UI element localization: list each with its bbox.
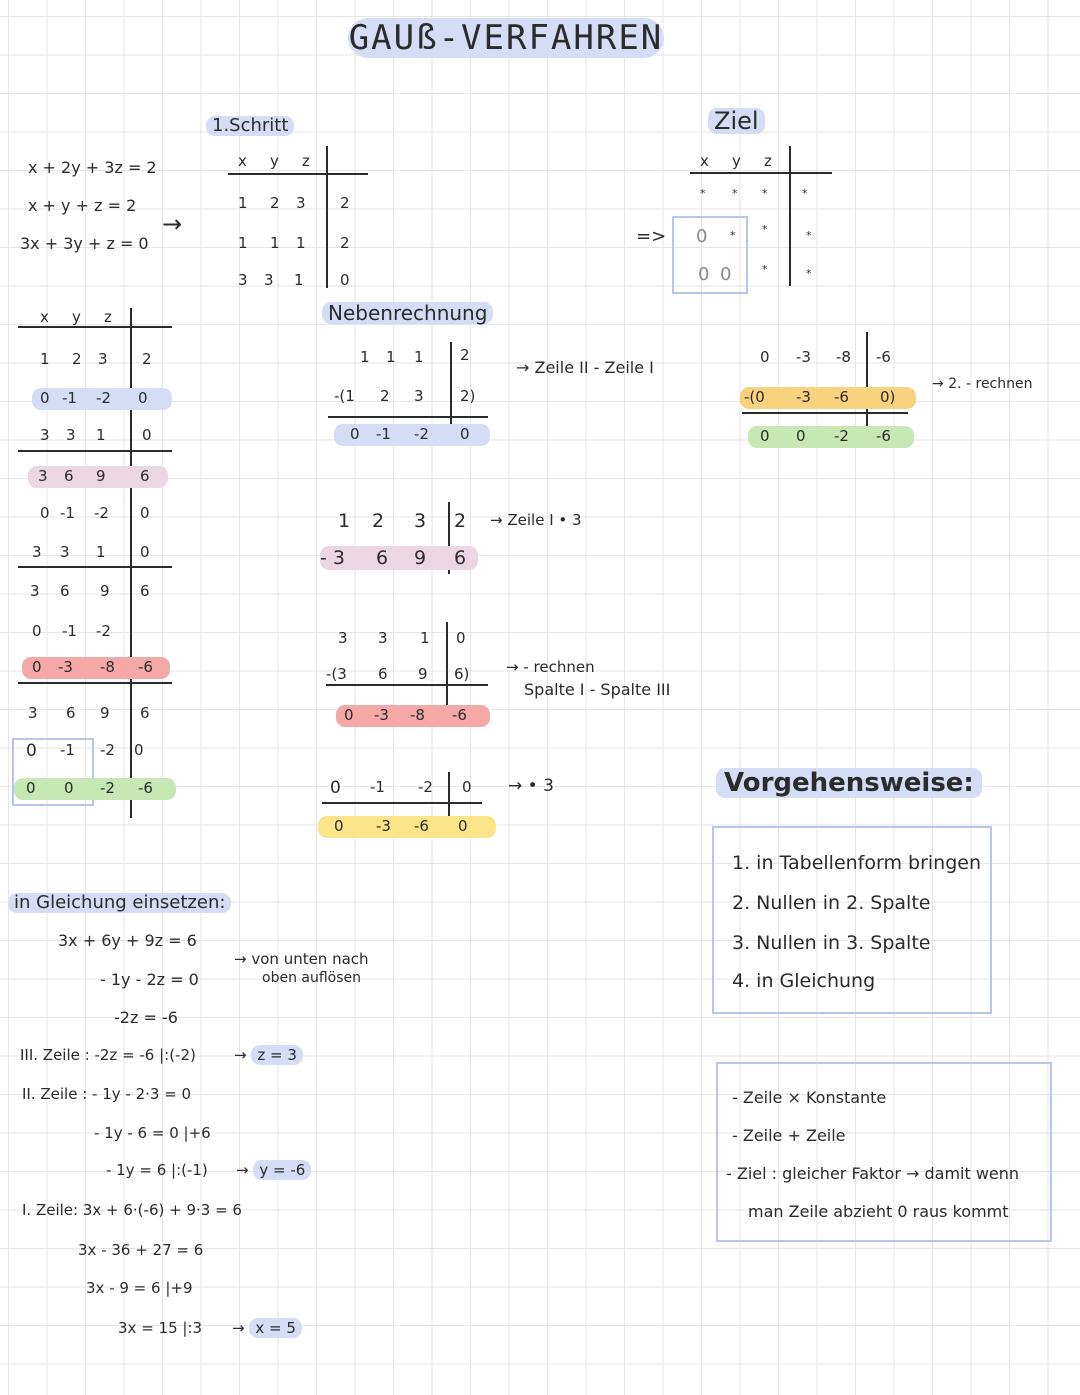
result-z-value: z = 3 — [251, 1045, 303, 1065]
cell: 0 — [334, 817, 344, 835]
cell: 2) — [460, 387, 476, 405]
cell: 1 — [386, 348, 396, 366]
cell: 0 — [760, 427, 770, 445]
cell: 2 — [72, 350, 82, 368]
cell: -8 — [836, 348, 851, 366]
cell: 1 — [360, 348, 370, 366]
line-iii: III. Zeile : -2z = -6 |:(-2) — [20, 1046, 196, 1064]
cell: * — [762, 263, 768, 276]
line-ii: II. Zeile : - 1y - 2·3 = 0 — [22, 1085, 192, 1103]
cell: -2 — [96, 389, 111, 407]
cell: 0 — [760, 348, 770, 366]
cell: 9 — [418, 665, 428, 683]
implies-arrow: => — [636, 226, 667, 247]
cell: 1 — [420, 629, 430, 647]
sub-eq2: - 1y - 2z = 0 — [100, 970, 199, 989]
cell: -2 — [834, 427, 849, 445]
cell: 3 — [264, 271, 274, 289]
cell: 0 — [140, 543, 150, 561]
page-title: GAUß-VERFAHREN — [348, 18, 664, 58]
right-calc-note — [932, 377, 1033, 391]
col-header-x: x — [700, 152, 709, 170]
cell: 3 — [296, 194, 306, 212]
line-ii-b: - 1y - 6 = 0 |+6 — [94, 1124, 211, 1142]
cell: 0 — [796, 427, 806, 445]
cell: 6 — [454, 547, 467, 569]
cell: 1 — [270, 234, 280, 252]
ziel-heading: Ziel — [708, 108, 765, 134]
cell: 3 — [414, 387, 424, 405]
cell: 0 — [456, 629, 466, 647]
cell: -6 — [834, 388, 849, 406]
note-item: - Zeile × Konstante — [732, 1088, 887, 1107]
cell: -2 — [100, 741, 115, 759]
cell: 0 — [40, 504, 50, 522]
cell: -8 — [410, 706, 425, 724]
cell: 6 — [60, 582, 70, 600]
cell: 2 — [340, 194, 350, 212]
col-header-y: y — [732, 152, 741, 170]
cell: -3 — [796, 348, 811, 366]
cell: 1 — [96, 426, 106, 444]
cell: 6 — [376, 547, 389, 569]
note-item: - Ziel : gleicher Faktor → damit wenn — [726, 1164, 1020, 1183]
cell: 1 — [40, 350, 50, 368]
col-header-y: y — [72, 308, 81, 326]
cell: 0 — [40, 389, 50, 407]
note-text: Zeile I • 3 — [507, 511, 582, 529]
cell: -(0 — [744, 388, 765, 406]
cell: -(3 — [326, 665, 347, 683]
col-header-x: x — [40, 308, 49, 326]
note-text: 2. - rechnen — [948, 376, 1033, 392]
vorgehensweise-heading: Vorgehensweise: — [716, 768, 982, 798]
result-z — [234, 1048, 303, 1063]
line-ii-c: - 1y = 6 |:(-1) — [106, 1161, 208, 1179]
cell: 0 — [340, 271, 350, 289]
cell: 6 — [64, 467, 74, 485]
cell: 3 — [32, 543, 42, 561]
result-x-value: x = 5 — [249, 1318, 302, 1338]
col-header-z: z — [104, 308, 112, 326]
equation-3: 3x + 3y + z = 0 — [20, 234, 149, 253]
cell: * — [802, 187, 808, 200]
step-item: 4. in Gleichung — [732, 970, 876, 992]
cell: 3 — [38, 467, 48, 485]
cell: 0) — [880, 388, 896, 406]
cell: 6 — [140, 582, 150, 600]
sub-eq1: 3x + 6y + 9z = 6 — [58, 931, 197, 950]
cell: -6 — [452, 706, 467, 724]
row-highlight — [318, 816, 496, 838]
cell: * — [732, 187, 738, 200]
cell: 3 — [378, 629, 388, 647]
cell: 0 — [698, 264, 710, 285]
cell: * — [762, 223, 768, 236]
cell: 2 — [454, 510, 467, 532]
cell: -2 — [96, 622, 111, 640]
neben-note-4 — [508, 778, 554, 795]
cell: 2 — [142, 350, 152, 368]
step-item: 2. Nullen in 2. Spalte — [732, 892, 931, 914]
cell: * — [700, 187, 706, 200]
line-i-d: 3x = 15 |:3 — [118, 1319, 203, 1337]
cell: 9 — [100, 704, 110, 722]
cell: 0 — [138, 389, 148, 407]
cell: -1 — [60, 504, 75, 522]
cell: -3 — [376, 817, 391, 835]
note-item: man Zeile abzieht 0 raus kommt — [748, 1202, 1009, 1221]
cell: 0 — [26, 779, 36, 797]
cell: 6 — [378, 665, 388, 683]
cell: 0 — [32, 658, 42, 676]
cell: 2 — [340, 234, 350, 252]
cell: -3 — [796, 388, 811, 406]
arrow-right-icon: → — [236, 1161, 249, 1179]
einsetzen-heading: in Gleichung einsetzen: — [8, 893, 231, 913]
cell: -6 — [876, 427, 891, 445]
sub-note1 — [234, 952, 369, 967]
arrow-right-icon: → — [506, 658, 519, 676]
cell: 1 — [338, 510, 351, 532]
cell: 0 — [462, 778, 472, 796]
cell: -6 — [138, 779, 153, 797]
cell: 3 — [40, 426, 50, 444]
cell: 3 — [414, 510, 427, 532]
cell: -6 — [138, 658, 153, 676]
step-item: 3. Nullen in 3. Spalte — [732, 932, 931, 954]
note-text: Zeile II - Zeile I — [534, 358, 654, 377]
result-y-value: y = -6 — [253, 1160, 311, 1180]
note-item: - Zeile + Zeile — [732, 1126, 846, 1145]
cell: 3 — [238, 271, 248, 289]
col-header-z: z — [764, 152, 772, 170]
sub-note2: oben auflösen — [262, 970, 362, 986]
col-header-y: y — [270, 152, 279, 170]
cell: -1 — [370, 778, 385, 796]
equation-2: x + y + z = 2 — [28, 196, 137, 215]
cell: 0 — [140, 504, 150, 522]
equation-1: x + 2y + 3z = 2 — [28, 158, 157, 177]
cell: 6) — [454, 665, 470, 683]
arrow-right-icon: → — [234, 950, 247, 968]
cell: 0 — [142, 426, 152, 444]
cell: -3 — [374, 706, 389, 724]
cell: -2 — [414, 425, 429, 443]
cell: 0 — [696, 226, 708, 247]
result-x — [232, 1321, 302, 1336]
cell: -6 — [414, 817, 429, 835]
cell: -1 — [62, 389, 77, 407]
step1-heading: 1.Schritt — [206, 116, 294, 136]
arrow-right-icon: → — [932, 376, 944, 392]
cell: -2 — [418, 778, 433, 796]
cell: -(1 — [334, 387, 355, 405]
cell: * — [806, 267, 812, 280]
cell: 0 — [32, 622, 42, 640]
cell: 9 — [414, 547, 427, 569]
note-text: - rechnen — [523, 658, 595, 676]
arrow-right-icon: → — [234, 1046, 247, 1064]
cell: 9 — [100, 582, 110, 600]
cell: 2 — [270, 194, 280, 212]
cell: 1 — [238, 234, 248, 252]
cell: 0 — [330, 778, 341, 798]
cell: 2 — [460, 346, 470, 364]
cell: 3 — [338, 629, 348, 647]
arrow-right-icon: → — [490, 511, 503, 529]
cell: -1 — [60, 741, 75, 759]
cell: 0 — [720, 264, 732, 285]
col-header-z: z — [302, 152, 310, 170]
cell: 3 — [66, 426, 76, 444]
neben-note-3b: Spalte I - Spalte III — [524, 680, 671, 699]
cell: * — [806, 229, 812, 242]
sub-eq3: -2z = -6 — [114, 1008, 178, 1027]
cell: 1 — [294, 271, 304, 289]
step-item: 1. in Tabellenform bringen — [732, 852, 981, 874]
arrow-right-icon: → — [516, 358, 530, 377]
note-text: von unten nach — [251, 950, 369, 968]
cell: 1 — [238, 194, 248, 212]
line-i-c: 3x - 9 = 6 |+9 — [86, 1279, 193, 1297]
cell: 2 — [380, 387, 390, 405]
cell: 0 — [26, 741, 37, 761]
arrow-right-icon: → — [508, 776, 523, 796]
cell: -1 — [62, 622, 77, 640]
cell: * — [762, 187, 768, 200]
cell: 3 — [28, 704, 38, 722]
steps-box — [712, 826, 992, 1014]
cell: 0 — [350, 425, 360, 443]
cell: -6 — [876, 348, 891, 366]
cell: 0 — [344, 706, 354, 724]
cell: 9 — [96, 467, 106, 485]
cell: 0 — [64, 779, 74, 797]
cell: 0 — [460, 425, 470, 443]
cell: 3 — [98, 350, 108, 368]
cell: -8 — [100, 658, 115, 676]
cell: * — [730, 229, 736, 242]
cell: -1 — [376, 425, 391, 443]
cell: -3 — [58, 658, 73, 676]
nebenrechnung-heading: Nebenrechnung — [322, 302, 493, 324]
col-header-x: x — [238, 152, 247, 170]
line-i-b: 3x - 36 + 27 = 6 — [78, 1241, 204, 1259]
cell: 3 — [30, 582, 40, 600]
cell: 3 — [60, 543, 70, 561]
cell: 6 — [140, 704, 150, 722]
line-i: I. Zeile: 3x + 6·(-6) + 9·3 = 6 — [22, 1201, 242, 1219]
arrow-right-icon: → — [162, 210, 183, 238]
arrow-right-icon: → — [232, 1319, 245, 1337]
cell: -2 — [94, 504, 109, 522]
result-y — [236, 1163, 311, 1178]
note-text: • 3 — [527, 776, 554, 796]
cell: 6 — [140, 467, 150, 485]
cell: 6 — [66, 704, 76, 722]
cell: 0 — [134, 741, 144, 759]
neben-note-2 — [490, 513, 582, 528]
cell: 2 — [372, 510, 385, 532]
cell: 1 — [414, 348, 424, 366]
cell: 1 — [296, 234, 306, 252]
cell: 0 — [458, 817, 468, 835]
cell: - 3 — [320, 547, 345, 569]
neben-note-1 — [516, 360, 654, 376]
notes-box — [716, 1062, 1052, 1242]
cell: -2 — [100, 779, 115, 797]
cell: 1 — [96, 543, 106, 561]
neben-note-3 — [506, 660, 595, 675]
